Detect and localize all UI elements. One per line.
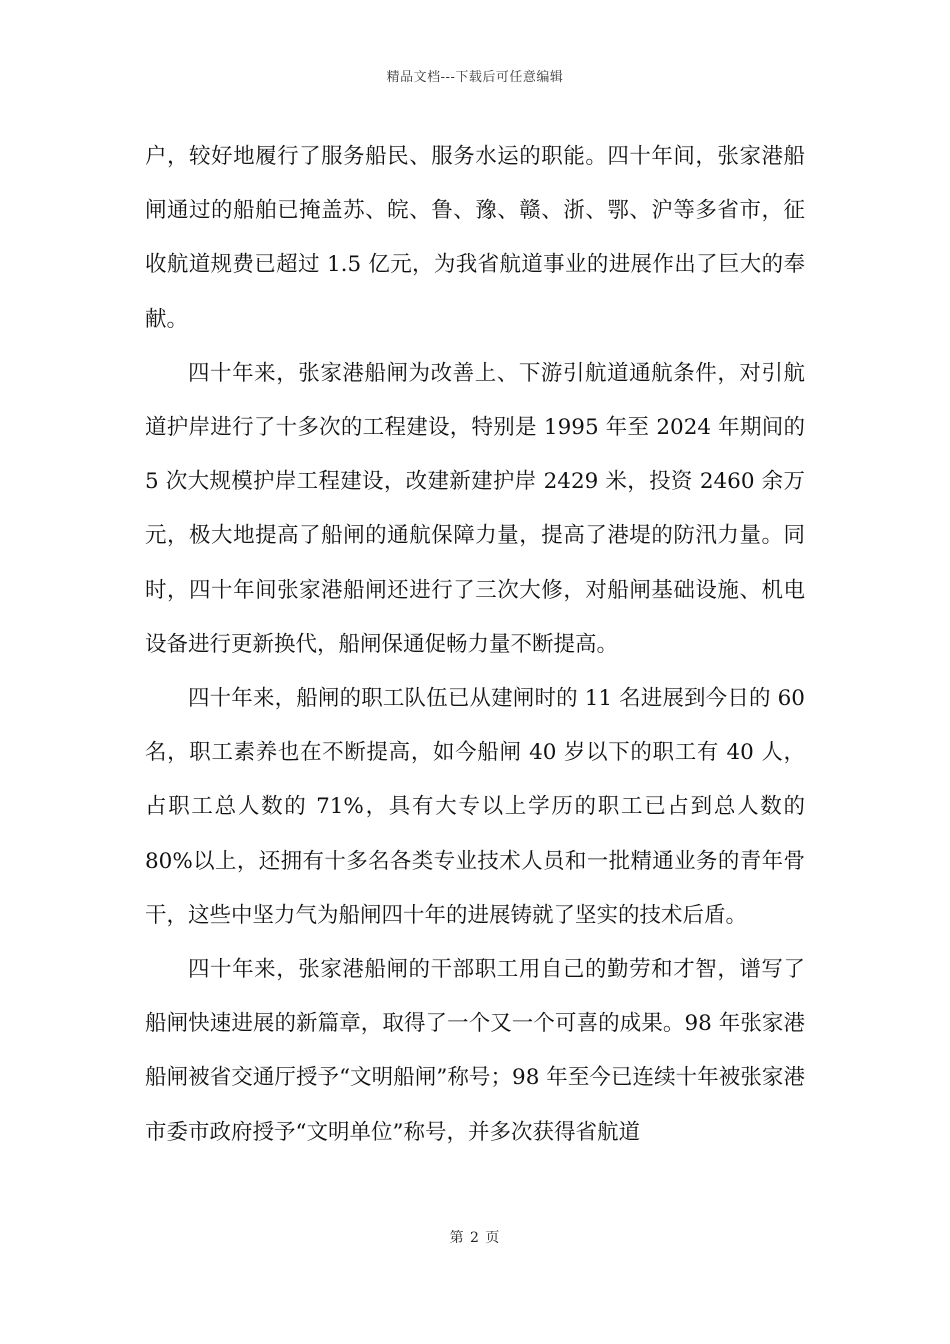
page-number: 第 2 页: [449, 1230, 501, 1246]
paragraph-continuation: 户，较好地履行了服务船民、服务水运的职能。四十年间，张家港船闸通过的船舶已掩盖苏、皖、鲁、豫、赣、浙、鄂、沪等多省市，征收航道规费已超过 1.5 亿元，为我省航道事业的进展作出了巨大的奉献。: [145, 144, 805, 332]
page-header: 精品文档---下载后可任意编辑: [386, 70, 564, 85]
paragraph-revetment-construction: 四十年来，张家港船闸为改善上、下游引航道通航条件，对引航道护岸进行了十多次的工程建设，特别是 1995 年至 2024 年期间的 5 次大规模护岸工程建设，改建新建护岸 2429 米，投资 2460 余万元，极大地提高了船闸的通航保障力量，提高了港堤的防汛力量。同时，四十年间张家港船闸还进行了三次大修，对船闸基础设施、机电设备进行更新换代，船闸保通促畅力量不断提高。: [145, 360, 805, 657]
paragraph-staff-team: 四十年来，船闸的职工队伍已从建闸时的 11 名进展到今日的 60 名，职工素养也在不断提高，如今船闸 40 岁以下的职工有 40 人，占职工总人数的 71%，具有大专以上学历的职工已占到总人数的 80%以上，还拥有十多名各类专业技术人员和一批精通业务的青年骨干，这些中坚力气为船闸四十年的进展铸就了坚实的技术后盾。: [145, 686, 805, 928]
document-body: [145, 130, 805, 1160]
paragraph-achievements: 四十年来，张家港船闸的干部职工用自己的勤劳和才智，谱写了船闸快速进展的新篇章，取得了一个又一个可喜的成果。98 年张家港船闸被省交通厅授予“文明船闸”称号；98 年至今已连续十年被张家港市委市政府授予“文明单位”称号，并多次获得省航道: [145, 957, 805, 1145]
